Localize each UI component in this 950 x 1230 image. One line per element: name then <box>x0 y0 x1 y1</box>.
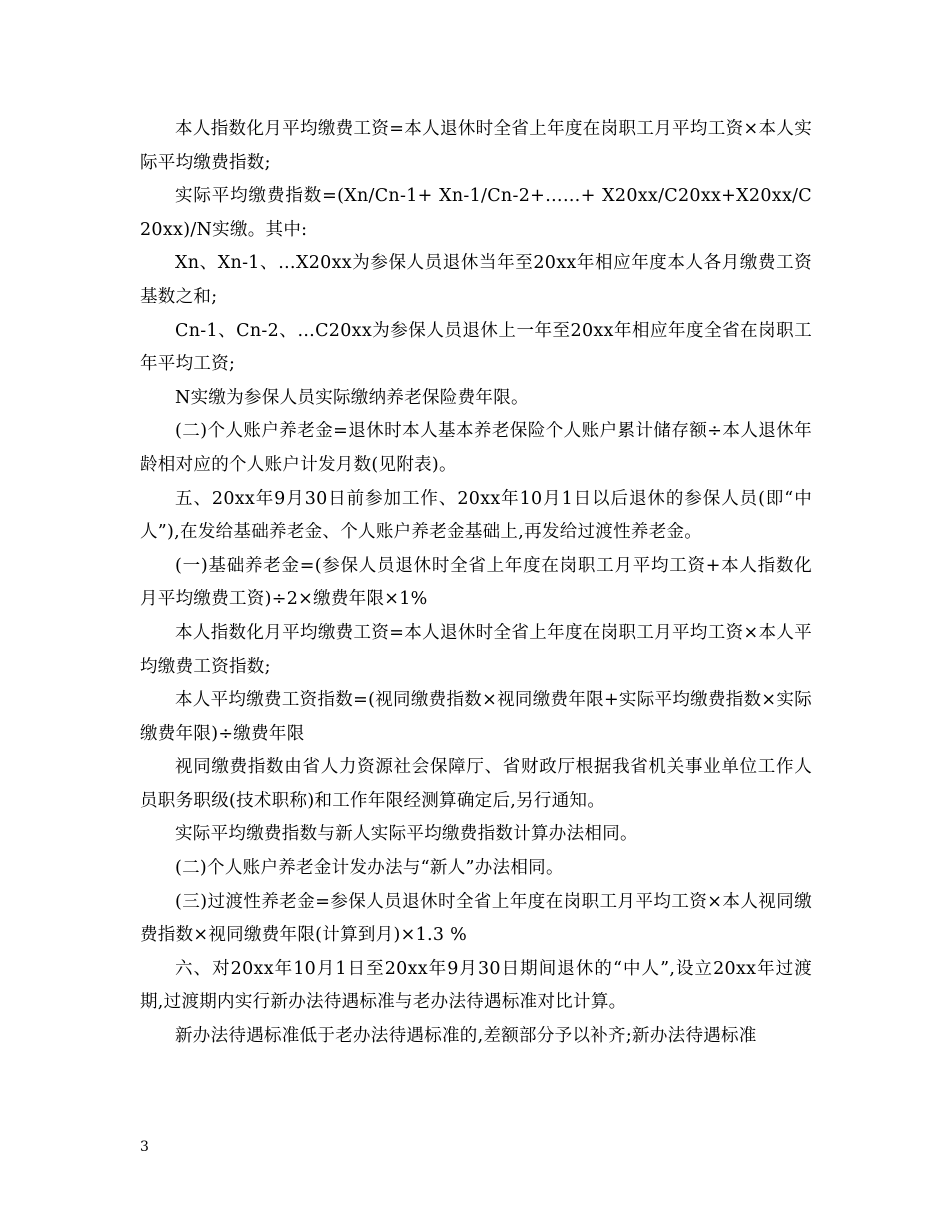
paragraph-1: 本人指数化月平均缴费工资=本人退休时全省上年度在岗职工月平均工资×本人实际平均缴费指数; <box>140 119 812 173</box>
paragraph-14: (三)过渡性养老金=参保人员退休时全省上年度在岗职工月平均工资×本人视同缴费指数×视同缴费年限(计算到月)×1.3 % <box>140 891 812 946</box>
paragraph-15: 六、对20xx年10月1日至20xx年9月30日期间退休的“中人”,设立20xx年过渡期,过渡期内实行新办法待遇标准与老办法待遇标准对比计算。 <box>140 958 812 1013</box>
paragraph-16: 新办法待遇标准低于老办法待遇标准的,差额部分予以补齐;新办法待遇标准 <box>175 1026 757 1047</box>
paragraph-4: Cn-1、Cn-2、…C20xx为参保人员退休上一年至20xx年相应年度全省在岗职工年平均工资; <box>140 320 812 375</box>
document-body <box>140 113 812 1054</box>
paragraph-10: 本人平均缴费工资指数=(视同缴费指数×视同缴费年限+实际平均缴费指数×实际缴费年限)÷缴费年限 <box>140 690 812 744</box>
paragraph-6: (二)个人账户养老金=退休时本人基本养老保险个人账户累计储存额÷本人退休年龄相对应的个人账户计发月数(见附表)。 <box>140 421 812 475</box>
paragraph-12: 实际平均缴费指数与新人实际平均缴费指数计算办法相同。 <box>175 824 638 845</box>
paragraph-13: (二)个人账户养老金计发办法与“新人”办法相同。 <box>175 858 564 879</box>
paragraph-2: 实际平均缴费指数=(Xn/Cn-1+ Xn-1/Cn-2+……+ X20xx/C20xx+X20xx/C20xx)/N实缴。其中: <box>140 186 812 240</box>
paragraph-11: 视同缴费指数由省人力资源社会保障厅、省财政厅根据我省机关事业单位工作人员职务职级(技术职称)和工作年限经测算确定后,另行通知。 <box>140 757 812 811</box>
paragraph-9: 本人指数化月平均缴费工资=本人退休时全省上年度在岗职工月平均工资×本人平均缴费工资指数; <box>140 622 812 677</box>
paragraph-3: Xn、Xn-1、…X20xx为参保人员退休当年至20xx年相应年度本人各月缴费工资基数之和; <box>140 253 812 307</box>
paragraph-5: N实缴为参保人员实际缴纳养老保险费年限。 <box>175 387 529 408</box>
paragraph-8: (一)基础养老金=(参保人员退休时全省上年度在岗职工月平均工资+本人指数化月平均缴费工资)÷2×缴费年限×1% <box>140 555 812 610</box>
paragraph-7: 五、20xx年9月30日前参加工作、20xx年10月1日以后退休的参保人员(即“中人”),在发给基础养老金、个人账户养老金基础上,再发给过渡性养老金。 <box>140 488 812 543</box>
page-number: 3 <box>140 1139 149 1155</box>
